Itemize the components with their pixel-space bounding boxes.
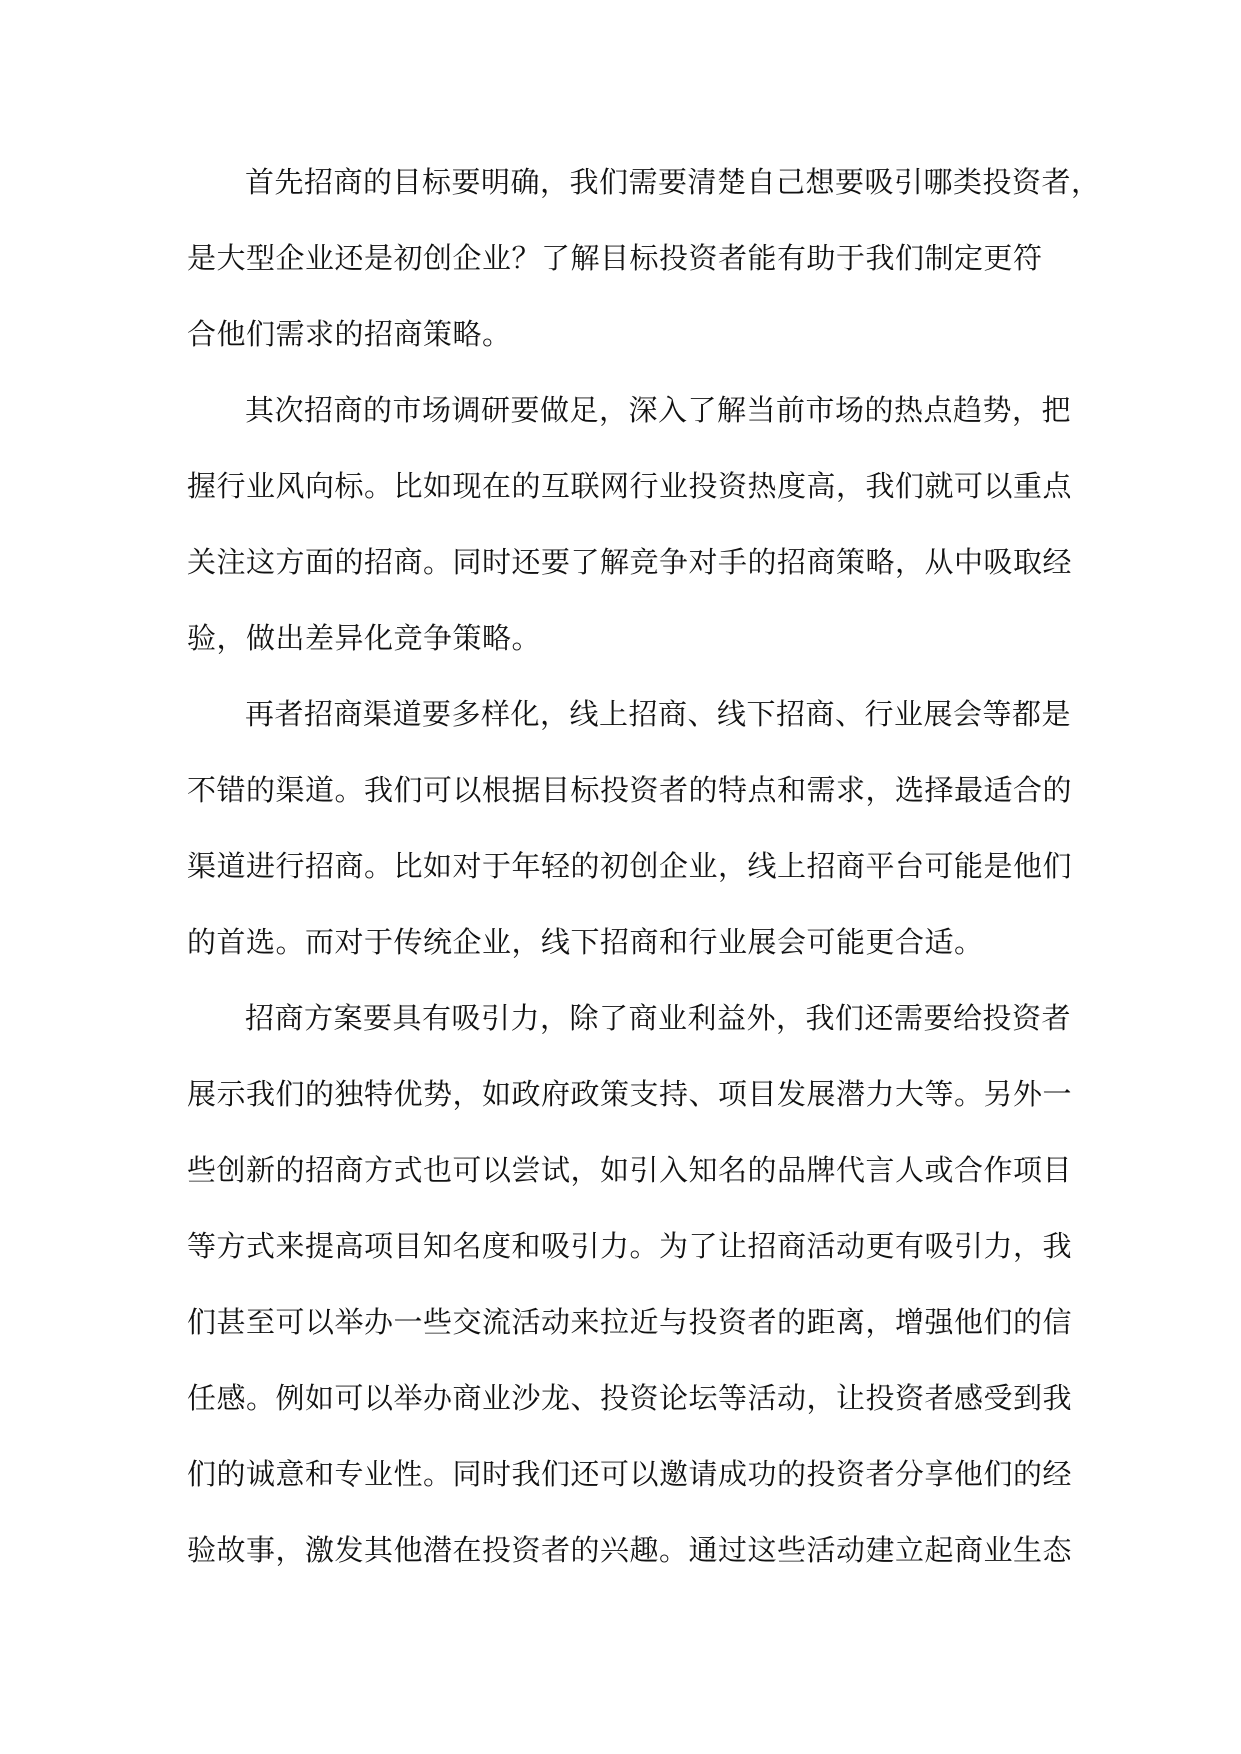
paragraph-4-line-3: 些创新的招商方式也可以尝试，如引入知名的品牌代言人或合作项目 [187, 1153, 1073, 1187]
paragraph-4-line-5: 们甚至可以举办一些交流活动来拉近与投资者的距离，增强他们的信 [187, 1305, 1073, 1339]
paragraph-4-line-4: 等方式来提高项目知名度和吸引力。为了让招商活动更有吸引力，我 [187, 1229, 1073, 1263]
paragraph-4-line-1: 招商方案要具有吸引力，除了商业利益外，我们还需要给投资者 [245, 1001, 1072, 1035]
paragraph-4-line-7: 们的诚意和专业性。同时我们还可以邀请成功的投资者分享他们的经 [187, 1457, 1073, 1491]
paragraph-4-line-8: 验故事，激发其他潜在投资者的兴趣。通过这些活动建立起商业生态 [187, 1533, 1073, 1567]
paragraph-2-line-2: 握行业风向标。比如现在的互联网行业投资热度高，我们就可以重点 [187, 469, 1073, 503]
paragraph-4-line-6: 任感。例如可以举办商业沙龙、投资论坛等活动，让投资者感受到我 [187, 1381, 1073, 1415]
paragraph-4-line-2: 展示我们的独特优势，如政府政策支持、项目发展潜力大等。另外一 [187, 1077, 1073, 1111]
paragraph-2-line-4: 验，做出差异化竞争策略。 [187, 621, 542, 655]
paragraph-2-line-3: 关注这方面的招商。同时还要了解竞争对手的招商策略，从中吸取经 [187, 545, 1073, 579]
paragraph-2-line-1: 其次招商的市场调研要做足，深入了解当前市场的热点趋势，把 [245, 393, 1072, 427]
document-body [187, 144, 1101, 1588]
paragraph-3-line-3: 渠道进行招商。比如对于年轻的初创企业，线上招商平台可能是他们 [187, 849, 1073, 883]
paragraph-1-line-2: 是大型企业还是初创企业？了解目标投资者能有助于我们制定更符 [187, 241, 1043, 275]
paragraph-3-line-4: 的首选。而对于传统企业，线下招商和行业展会可能更合适。 [187, 925, 984, 959]
paragraph-1-line-3: 合他们需求的招商策略。 [187, 317, 512, 351]
paragraph-3-line-1: 再者招商渠道要多样化，线上招商、线下招商、行业展会等都是 [245, 697, 1072, 731]
paragraph-3-line-2: 不错的渠道。我们可以根据目标投资者的特点和需求，选择最适合的 [187, 773, 1073, 807]
paragraph-1-line-1: 首先招商的目标要明确，我们需要清楚自己想要吸引哪类投资者， [245, 165, 1101, 199]
